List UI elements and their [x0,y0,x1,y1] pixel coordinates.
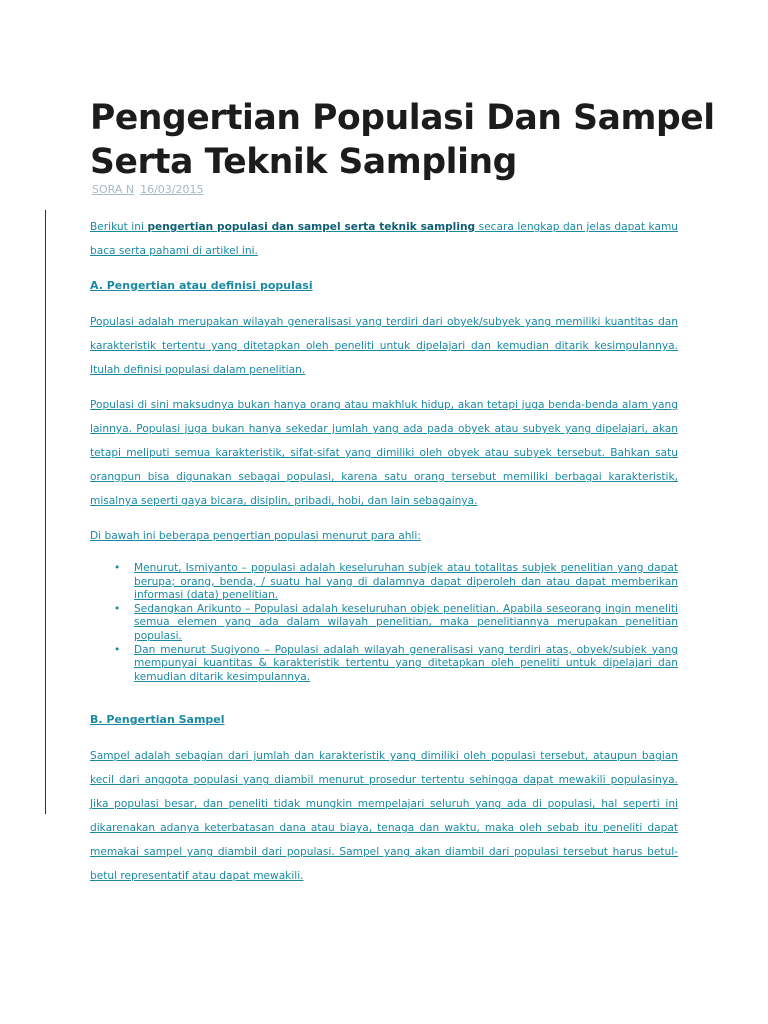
section-a-paragraph-2[interactable]: Populasi di sini maksudnya bukan hanya orang atau makhluk hidup, akan tetapi juga benda-benda alam yang lainnya. Populasi juga bukan hanya sekedar jumlah yang ada pada obyek atau subyek yang dipelajari, akan tetapi meliputi semua karakteristik, sifat-sifat yang dimiliki oleh obyek atau subyek tersebut. Bahkan satu orangpun bisa digunakan sebagai populasi, karena satu orang tersebut memiliki berbagai karakteristik, misalnya seperti gaya bicara, disiplin, pribadi, hobi, dan lain sebagainya. [90,399,678,507]
bullet-icon: • [114,643,121,656]
section-a-heading[interactable]: A. Pengertian atau definisi populasi [90,279,313,292]
article-meta [92,183,204,196]
margin-rule [45,210,46,814]
section-a-paragraph-1[interactable]: Populasi adalah merupakan wilayah generalisasi yang terdiri dari obyek/subyek yang memiliki kuantitas dan karakteristik tertentu yang ditetapkan oleh peneliti untuk dipelajari dan kemudian ditarik kesimpulannya. Itulah definisi populasi dalam penelitian. [90,316,678,376]
expert-definitions-list [90,562,678,684]
intro-keyword: pengertian populasi dan sampel serta teknik sampling [147,221,476,233]
intro-paragraph[interactable]: Berikut ini pengertian populasi dan sampel serta teknik sampling secara lengkap dan jelas dapat kamu baca serta pahami di artikel ini. [90,221,678,257]
section-a-paragraph-3[interactable]: Di bawah ini beberapa pengertian populasi menurut para ahli: [90,530,421,542]
article-title: Pengertian Populasi Dan Sampel Serta Teknik Sampling [90,98,715,182]
bullet-icon: • [114,602,121,615]
author-link[interactable]: SORA N [92,183,135,196]
list-item[interactable]: • Sedangkan Arikunto – Populasi adalah keseluruhan objek penelitian. Apabila seseorang ingin meneliti semua elemen yang ada dalam wilayah penelitian, maka penelitiannya merupakan penelitian populasi. [114,602,678,642]
date-link[interactable]: 16/03/2015 [140,183,204,196]
list-item[interactable]: • Dan menurut Sugiyono – Populasi adalah wilayah generalisasi yang terdiri atas, obyek/subjek yang mempunyai kuantitas & karakteristik tertentu yang ditetapkan oleh peneliti untuk dipelajari dan kemudian ditarik kesimpulannya. [114,643,678,683]
article-body [90,215,678,899]
list-item[interactable]: • Menurut, Ismiyanto – populasi adalah keseluruhan subjek atau totalitas subjek penelitian yang dapat berupa; orang, benda, / suatu hal yang di dalamnya dapat diperoleh dan atau dapat memberikan informasi (data) penelitian. [114,562,678,602]
bullet-icon: • [114,562,121,574]
section-b-heading[interactable]: B. Pengertian Sampel [90,713,225,727]
section-b-paragraph-1[interactable]: Sampel adalah sebagian dari jumlah dan karakteristik yang dimiliki oleh populasi tersebut, ataupun bagian kecil dari anggota populasi yang diambil menurut prosedur tertentu sehingga dapat mewakili populasinya. Jika populasi besar, dan peneliti tidak mungkin mempelajari seluruh yang ada di populasi, hal seperti ini dikarenakan adanya keterbatasan dana atau biaya, tenaga dan waktu, maka oleh sebab itu peneliti dapat memakai sampel yang diambil dari populasi. Sampel yang akan diambil dari populasi tersebut harus betul-betul representatif atau dapat mewakili. [90,750,678,883]
